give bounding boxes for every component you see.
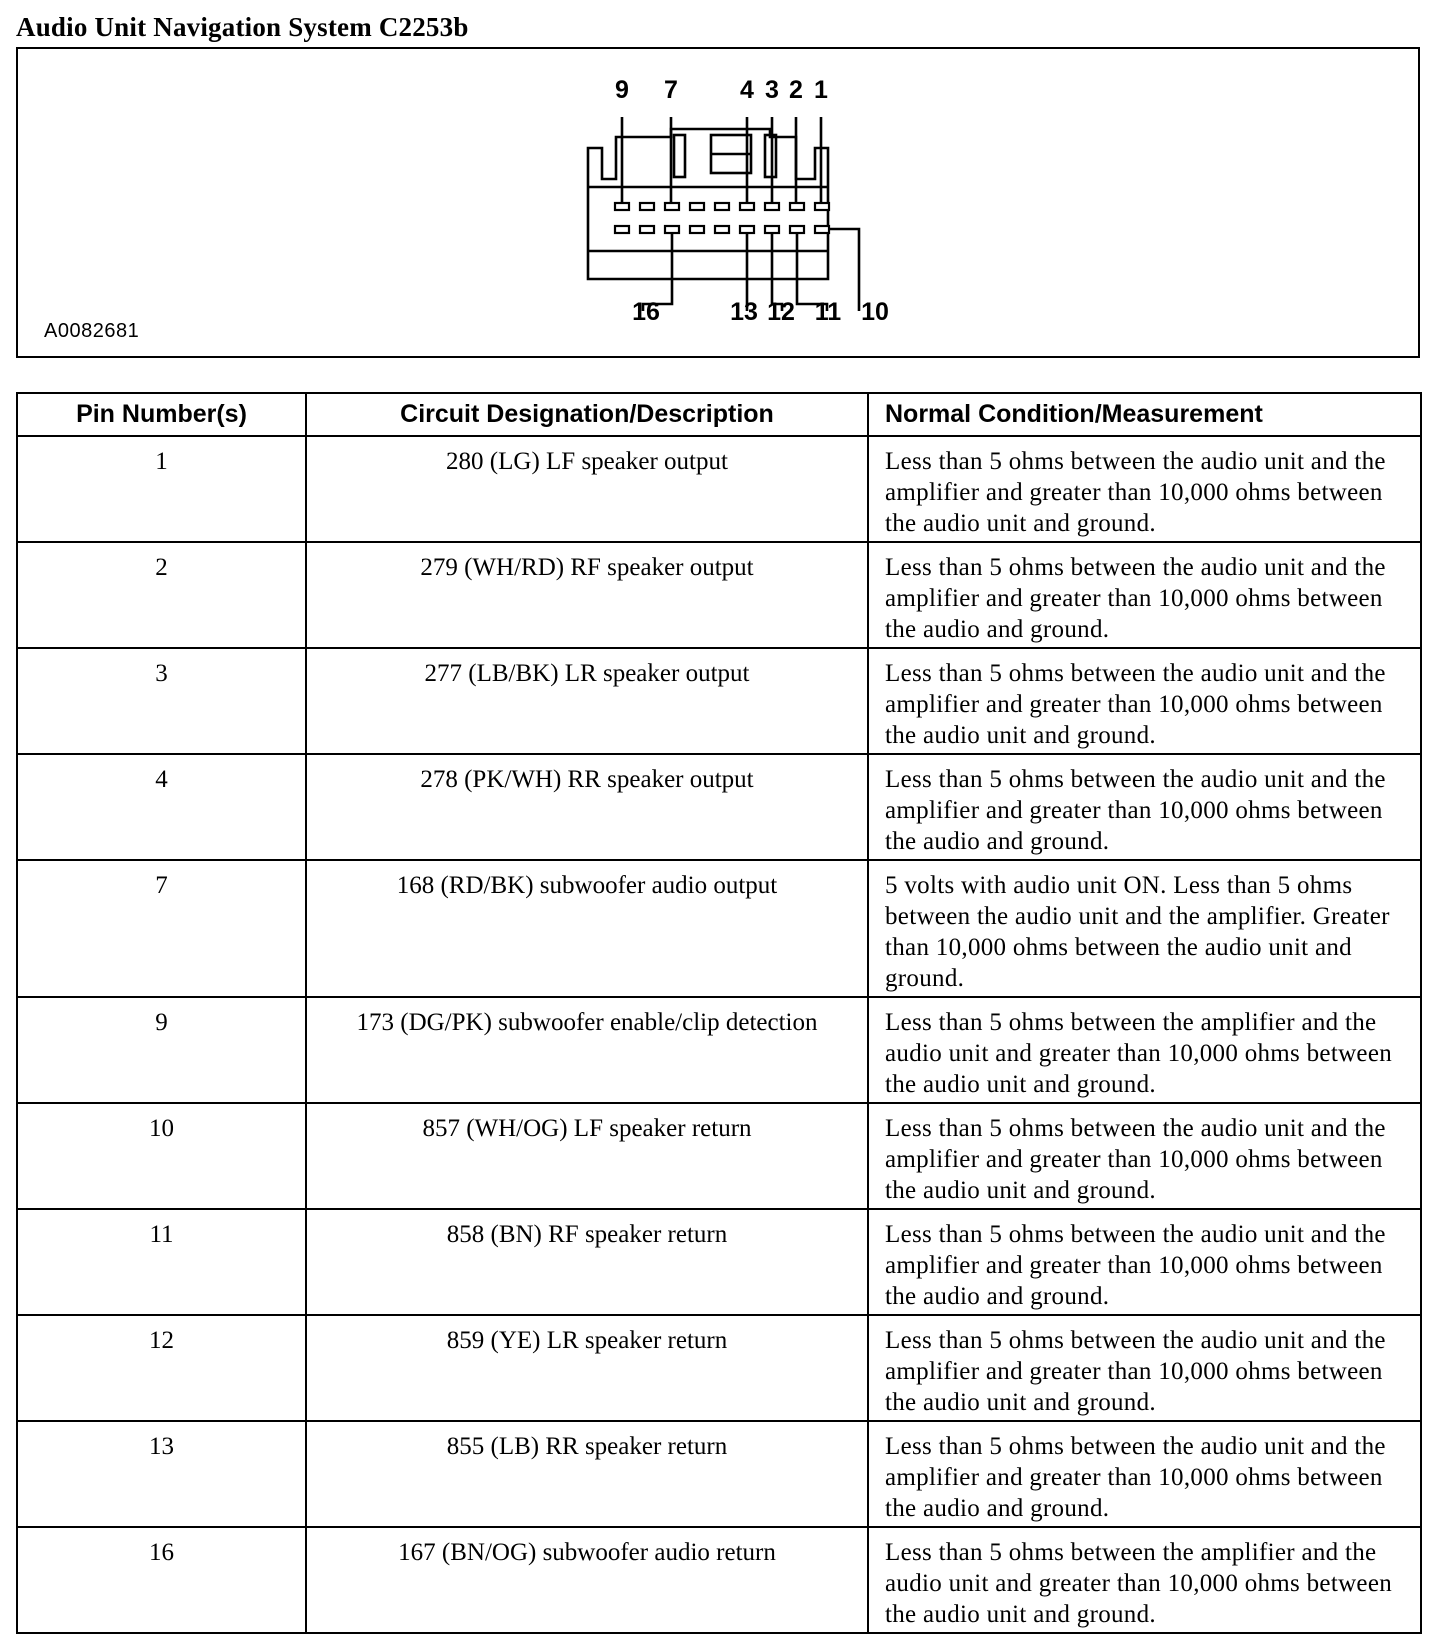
table-row xyxy=(17,542,1421,648)
circuit-description: 173 (DG/PK) subwoofer enable/clip detection xyxy=(306,997,868,1103)
circuit-description: 858 (BN) RF speaker return xyxy=(306,1209,868,1315)
table-row xyxy=(17,1209,1421,1315)
connector-figure xyxy=(16,47,1420,358)
circuit-description: 167 (BN/OG) subwoofer audio return xyxy=(306,1527,868,1633)
normal-condition: Less than 5 ohms between the audio unit and the amplifier and greater than 10,000 ohms between the audio and ground. xyxy=(868,542,1421,648)
pin-number: 7 xyxy=(17,860,306,997)
normal-condition: Less than 5 ohms between the audio unit and the amplifier and greater than 10,000 ohms between the audio unit and ground. xyxy=(868,1315,1421,1421)
circuit-description: 855 (LB) RR speaker return xyxy=(306,1421,868,1527)
normal-condition: Less than 5 ohms between the audio unit and the amplifier and greater than 10,000 ohms between the audio and ground. xyxy=(868,1421,1421,1527)
cavity-bottom xyxy=(640,226,654,233)
terminal-cavities xyxy=(615,203,829,233)
pin-label-bottom: 10 xyxy=(861,298,889,326)
header-pin-numbers: Pin Number(s) xyxy=(17,393,306,436)
cavity-top xyxy=(615,203,629,210)
locking-tab-left xyxy=(674,135,685,177)
pin-label-bottom: 13 xyxy=(730,298,758,326)
cavity-bottom xyxy=(665,226,679,233)
cavity-top xyxy=(665,203,679,210)
connector-diagram xyxy=(18,49,1418,356)
normal-condition: 5 volts with audio unit ON. Less than 5 ohms between the audio unit and the amplifier. Greater than 10,000 ohms between the audio unit and ground. xyxy=(868,860,1421,997)
normal-condition: Less than 5 ohms between the audio unit and the amplifier and greater than 10,000 ohms between the audio unit and ground. xyxy=(868,1103,1421,1209)
cavity-top xyxy=(815,203,829,210)
normal-condition: Less than 5 ohms between the audio unit and the amplifier and greater than 10,000 ohms between the audio unit and ground. xyxy=(868,436,1421,542)
cavity-bottom xyxy=(615,226,629,233)
pin-number: 9 xyxy=(17,997,306,1103)
circuit-description: 859 (YE) LR speaker return xyxy=(306,1315,868,1421)
pin-number: 3 xyxy=(17,648,306,754)
circuit-description: 857 (WH/OG) LF speaker return xyxy=(306,1103,868,1209)
pin-number: 2 xyxy=(17,542,306,648)
table-row xyxy=(17,1527,1421,1633)
pin-number: 11 xyxy=(17,1209,306,1315)
pin-label-top: 9 xyxy=(615,76,629,104)
normal-condition: Less than 5 ohms between the amplifier and the audio unit and greater than 10,000 ohms between the audio unit and ground. xyxy=(868,997,1421,1103)
table-row xyxy=(17,1421,1421,1527)
normal-condition: Less than 5 ohms between the audio unit and the amplifier and greater than 10,000 ohms between the audio and ground. xyxy=(868,1209,1421,1315)
pin-number: 10 xyxy=(17,1103,306,1209)
cavity-top xyxy=(765,203,779,210)
table-row xyxy=(17,860,1421,997)
circuit-description: 279 (WH/RD) RF speaker output xyxy=(306,542,868,648)
table-row xyxy=(17,754,1421,860)
pin-number: 1 xyxy=(17,436,306,542)
circuit-description: 278 (PK/WH) RR speaker output xyxy=(306,754,868,860)
pin-number: 4 xyxy=(17,754,306,860)
table-row xyxy=(17,1103,1421,1209)
pinout-table xyxy=(16,392,1422,1634)
circuit-description: 168 (RD/BK) subwoofer audio output xyxy=(306,860,868,997)
pin-label-bottom: 12 xyxy=(767,298,795,326)
cavity-bottom xyxy=(765,226,779,233)
normal-condition: Less than 5 ohms between the amplifier and the audio unit and greater than 10,000 ohms between the audio unit and ground. xyxy=(868,1527,1421,1633)
header-circuit: Circuit Designation/Description xyxy=(306,393,868,436)
cavity-top xyxy=(690,203,704,210)
pin-label-top: 4 xyxy=(740,76,754,104)
normal-condition: Less than 5 ohms between the audio unit and the amplifier and greater than 10,000 ohms between the audio unit and ground. xyxy=(868,648,1421,754)
pin-label-bottom: 16 xyxy=(632,298,660,326)
cavity-bottom xyxy=(690,226,704,233)
normal-condition: Less than 5 ohms between the audio unit and the amplifier and greater than 10,000 ohms between the audio and ground. xyxy=(868,754,1421,860)
header-condition: Normal Condition/Measurement xyxy=(868,393,1421,436)
pin-label-top: 2 xyxy=(789,76,803,104)
pin-number: 16 xyxy=(17,1527,306,1633)
cavity-top xyxy=(640,203,654,210)
table-row xyxy=(17,997,1421,1103)
table-header-row xyxy=(17,393,1421,436)
pin-leader-lines xyxy=(622,117,859,311)
cavity-bottom xyxy=(740,226,754,233)
locking-tab-right xyxy=(765,135,776,177)
pin-label-top: 7 xyxy=(664,76,678,104)
circuit-description: 277 (LB/BK) LR speaker output xyxy=(306,648,868,754)
table-row xyxy=(17,1315,1421,1421)
pin-number: 13 xyxy=(17,1421,306,1527)
pin-label-top: 1 xyxy=(814,76,828,104)
pin-number: 12 xyxy=(17,1315,306,1421)
table-row xyxy=(17,436,1421,542)
table-row xyxy=(17,648,1421,754)
cavity-bottom xyxy=(815,226,829,233)
figure-id: A0082681 xyxy=(44,320,140,342)
circuit-description: 280 (LG) LF speaker output xyxy=(306,436,868,542)
cavity-top xyxy=(790,203,804,210)
cavity-top xyxy=(715,203,729,210)
page-title: Audio Unit Navigation System C2253b xyxy=(16,12,469,42)
pin-label-bottom: 11 xyxy=(814,298,842,326)
pin-label-top: 3 xyxy=(765,76,779,104)
cavity-bottom xyxy=(715,226,729,233)
cavity-top xyxy=(740,203,754,210)
cavity-bottom xyxy=(790,226,804,233)
